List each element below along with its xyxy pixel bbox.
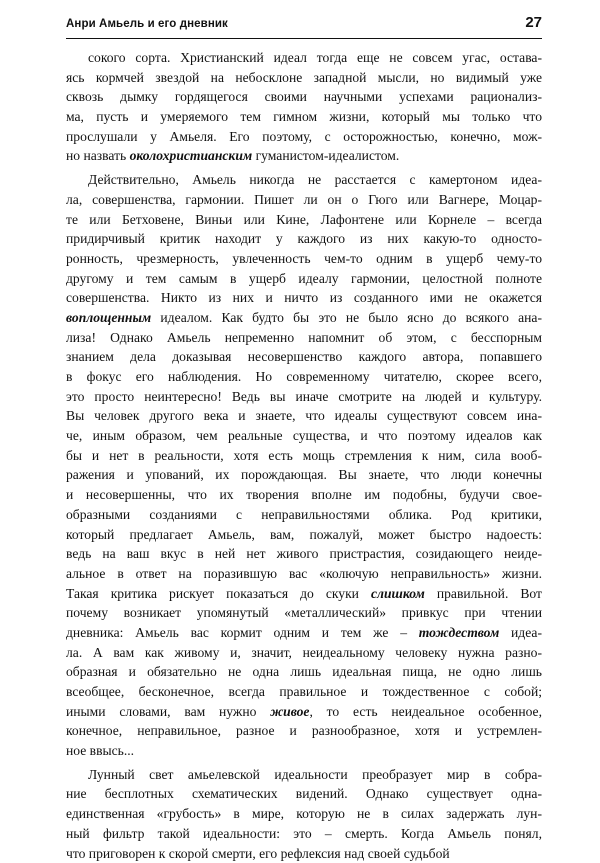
text-line — [66, 584, 542, 604]
text-run: бы и нет в реальности, хотя есть мощь стремления к ним, сила вооб- — [66, 448, 542, 463]
text-run: совершенства. Никто из них и ничто из созданного ими не окажется — [66, 290, 542, 305]
text-run: Лунный свет амьелевской идеальности преобразует мир в собра- — [88, 767, 542, 782]
text-line — [66, 623, 542, 643]
text-run: альное в ответ на поразившую вас «колючую неправильность» жизни. — [66, 566, 542, 581]
emphasized-word: слишком — [371, 586, 425, 601]
text-line — [66, 426, 542, 446]
text-run: прослушали у Амьеля. Его поэтому, с осторожностью, конечно, мож- — [66, 129, 542, 144]
text-line — [66, 328, 542, 348]
text-run: ражения и упований, их порождающая. Вы знаете, что люди конечны — [66, 467, 542, 482]
text-line — [66, 269, 542, 289]
emphasized-word: околохристианским — [130, 148, 253, 163]
text-run: образными созданиями с неправильностями облика. Род критики, — [66, 507, 542, 522]
emphasized-word: тождеством — [419, 625, 500, 640]
text-line — [66, 249, 542, 269]
text-line — [66, 564, 542, 584]
text-run: гуманистом-идеалистом. — [252, 148, 399, 163]
text-line — [66, 288, 542, 308]
text-run: ла. А вам как живому и, значит, неидеальному человеку нужна разно- — [66, 645, 542, 660]
text-run: те или Бетховене, Виньи или Кине, Лафонтене или Корнеле – всегда — [66, 212, 542, 227]
text-run: ведь на ваш вкус в ней нет живого пристрастия, созидающего неиде- — [66, 546, 542, 561]
text-run: почему возникает упомянутый «металлический» привкус при чтении — [66, 605, 542, 620]
text-run: но назвать — [66, 148, 130, 163]
text-line — [66, 544, 542, 564]
text-run: единственная «грубость» в мире, которую не в силах задержать лун- — [66, 806, 542, 821]
text-line — [66, 804, 542, 824]
text-run: лиза! Однако Амьель непременно напомнит об этом, с бесспорным — [66, 330, 542, 345]
text-line — [66, 146, 542, 166]
text-run: знанием дела доказывая несовершенство каждого автора, попавшего — [66, 349, 542, 364]
text-run: конечное, неправильное, разное и разнообразное, хотя и устремлен- — [66, 723, 542, 738]
text-line — [66, 406, 542, 426]
text-run: сокого сорта. Христианский идеал тогда еще не совсем угас, остава- — [88, 50, 542, 65]
text-line — [66, 107, 542, 127]
text-line — [66, 170, 542, 190]
text-run: ма, пусть и умеряемого тем гимном жизни, который мы только что — [66, 109, 542, 124]
text-run: ное ввысь... — [66, 743, 134, 758]
text-line — [66, 210, 542, 230]
text-line — [66, 643, 542, 663]
text-run: ла, совершенства, гармонии. Пишет ли он о Гюго или Вагнере, Моцар- — [66, 192, 542, 207]
text-line — [66, 465, 542, 485]
running-header — [66, 12, 542, 39]
text-line — [66, 48, 542, 68]
text-line — [66, 446, 542, 466]
text-run: в фокус его наблюдения. Но современному читателю, скорее всего, — [66, 369, 542, 384]
text-line — [66, 367, 542, 387]
text-run: это просто неинтересно! Ведь вы иначе смотрите на людей и культуру. — [66, 389, 542, 404]
text-line — [66, 229, 542, 249]
page-number: 27 — [525, 14, 542, 31]
text-run: иными словами, вам нужно — [66, 704, 270, 719]
text-run: Такая критика рискует показаться до скуки — [66, 586, 371, 601]
text-line — [66, 127, 542, 147]
emphasized-word: живое — [270, 704, 309, 719]
text-line — [66, 505, 542, 525]
text-line — [66, 347, 542, 367]
text-run: че, иным образом, чем реальные существа, и что поэтому идеалов как — [66, 428, 542, 443]
text-run: что приговорен к скорой смерти, его рефлексия над своей судьбой — [66, 846, 450, 861]
text-line — [66, 485, 542, 505]
text-run: идеа- — [499, 625, 542, 640]
text-run: ный фильтр такой идеальности: это – смерть. Когда Амьель понял, — [66, 826, 542, 841]
text-line — [66, 603, 542, 623]
text-line — [66, 662, 542, 682]
text-run: правильной. Вот — [425, 586, 542, 601]
running-title: Анри Амьель и его дневник — [66, 18, 228, 30]
text-line — [66, 525, 542, 545]
text-line — [66, 387, 542, 407]
text-line — [66, 844, 542, 863]
emphasized-word: воплощенным — [66, 310, 151, 325]
text-line — [66, 741, 542, 761]
text-line — [66, 721, 542, 741]
text-run: идеалом. Как будто бы это не было ясно до всякого ана- — [151, 310, 542, 325]
text-run: ние бесплотных схематических видений. Однако существует одна- — [66, 786, 542, 801]
text-run: , то есть неидеальное особенное, — [309, 704, 542, 719]
text-line — [66, 765, 542, 785]
text-run: сквозь дымку гордящегося своими научными успехами рационализ- — [66, 89, 542, 104]
text-line — [66, 87, 542, 107]
text-line — [66, 682, 542, 702]
text-run: другому и тем самым в ущерб идеалу гармонии, целостной полноте — [66, 271, 542, 286]
text-run: ясь кормчей звездой на небосклоне западной мысли, но видимый уже — [66, 70, 542, 85]
text-run: образная и обязательно не одна лишь идеальная пища, не одно лишь — [66, 664, 542, 679]
text-line — [66, 68, 542, 88]
text-run: который предлагает Амьель, вам, пожалуй, может быстро надоесть: — [66, 527, 542, 542]
text-run: ронность, чрезмерность, увлеченность чем-то одним в ущерб чему-то — [66, 251, 542, 266]
text-run: придирчивый критик находит у каждого из них какую-то односто- — [66, 231, 542, 246]
text-run: Вы человек другого века и знаете, что идеалы существуют совсем ина- — [66, 408, 542, 423]
text-run: Действительно, Амьель никогда не расстается с камертоном идеа- — [88, 172, 542, 187]
text-run: дневника: Амьель вас кормит одним и тем же – — [66, 625, 419, 640]
text-run: всеобщее, бесконечное, всегда правильное и тождественное с собой; — [66, 684, 542, 699]
body-text — [66, 48, 542, 863]
text-line — [66, 702, 542, 722]
text-run: и несовершенны, что их творения вполне им подобны, будучи свое- — [66, 487, 542, 502]
text-line — [66, 308, 542, 328]
text-line — [66, 190, 542, 210]
text-line — [66, 784, 542, 804]
text-line — [66, 824, 542, 844]
